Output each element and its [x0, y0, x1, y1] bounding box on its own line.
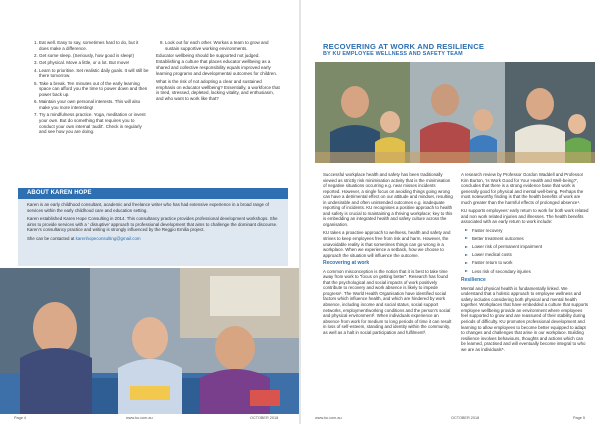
footer-date: OCTOBER 2018 — [250, 416, 279, 420]
about-paragraph: Karen established Karen Hope Consulting in 2014. This consultancy practice provides professional development workshops. She aims to provide services with a ‘ disruptive’ approach to professional development that aims to challenge the dominant discourse. Karen’s consultancy practice and writing is strongly influenced by the Reggio Emilia project. — [27, 216, 278, 233]
about-author-body — [27, 202, 282, 245]
list-item: 4. Learn to prioritise. Set realistic daily goals. It will still be there tomorrow. — [39, 68, 149, 79]
body-paragraph: Mental and physical health is fundamentally linked. We understand that a holistic approach to employee wellness and safety includes considering both physical and mental health together. Workplaces that have embedded a culture that supports employee wellbeing provide an environment where employees feel supported to grow and are reassured of their stability during periods of difficulty. KU promotes professional development and learning to allow employees to become better equipped to adapt to changes and challenges that arise in our workplace. Building resilience involves behaviours, thoughts and actions which can be learned, practised and will eventually become integral to who we are as individuals⁵. — [461, 285, 589, 352]
article-byline: BY KU EMPLOYEE WELLNESS AND SAFETY TEAM — [323, 51, 463, 57]
body-paragraph: KU takes a proactive approach to wellness, health and safety and strives to keep employees free from risk and harm. However, the unavoidable reality is that sometimes things can go wrong in a workplace. When we experience a setback, how we choose to approach the situation will influence the outcome. — [323, 230, 451, 258]
list-item: Better treatment outcomes — [465, 236, 589, 242]
tips-list-continued — [156, 40, 280, 51]
page-left — [0, 0, 299, 424]
section-heading-recovering: Recovering at work — [323, 260, 370, 267]
body-paragraph: KU supports employees’ early return to work for both work related and non work related injuries and illnesses. The health benefits associated with an early return to work include: — [461, 208, 589, 225]
list-item: 7. Try a mindfulness practice. Yoga, meditation or invent your own. But do something that requires you to conduct your own internal ‘audit’. Check in regularly and see how you are doing. — [39, 112, 149, 135]
footer-url[interactable]: www.ku.com.au — [315, 416, 342, 420]
footer-date: OCTOBER 2018 — [451, 416, 480, 420]
tips-list — [30, 40, 149, 135]
list-item: 5. Take a break. Ten minutes out of the early learning space can afford you the time to power down and then power back up. — [39, 81, 149, 98]
list-item: Lower risk of permanent impairment — [465, 244, 589, 250]
contact-prefix: She can be contacted at — [27, 235, 76, 241]
list-item: 1. Eat well. Easy to say, sometimes hard to do, but it does make a difference. — [39, 40, 149, 51]
footer-url[interactable]: www.ku.com.au — [126, 416, 153, 420]
tips-column-2 — [156, 40, 280, 104]
list-item: 2. Get some sleep. (Seriously, how good is sleep!) — [39, 53, 149, 59]
article-column-2 — [461, 172, 589, 355]
list-item: Lower medical costs — [465, 252, 589, 258]
article-title: RECOVERING AT WORK AND RESILIENCE — [323, 42, 485, 51]
body-paragraph: What is the risk of not adopting a clear and sustained emphasis on educator wellbeing? Essentially, a workforce that is tired, stressed, depleted, lacking vitality, and enthusiasm, and who want to work like that? — [156, 78, 280, 101]
section-heading-resilience: Resilience — [461, 277, 486, 284]
list-item: Faster recovery — [465, 228, 589, 234]
benefits-list — [465, 228, 589, 274]
about-paragraph: Karen is an early childhood consultant, academic and freelance writer who has had extensive experience in a broad range of services within the early childhood care and education setting. — [27, 202, 269, 213]
article-header — [315, 38, 595, 60]
footer-page-number: Page 4 — [14, 416, 27, 420]
contact-email-link[interactable]: karenhopeconsulting@gmail.com — [75, 235, 141, 241]
body-paragraph: Successful workplace health and safety has been traditionally viewed as strictly risk minimisation activity that is the minimisation of negative situations occurring e.g. near misses incidents reported. However, a single focus on avoiding things going wrong can have a detrimental effect on our attitude and mindset, resulting in undesirable and often unintended outcomes e.g. inadequate reporting of incidents. KU recognises a positive approach to health and safety is crucial to maintaining a thriving workplace; key to this is embedding an integrated health and safety culture across the organisation. — [323, 172, 453, 227]
educators-collage-photo — [315, 62, 595, 163]
body-paragraph: A research review by Professor Gordon Waddell and Professor Kim Burton, ‘Is Work Good for Your Health and Well-being?’, concludes that there is a strong evidence base that work is generally good for physical and mental well-being. Perhaps the most noteworthy finding is that the health benefits of work are much greater than the harmful effects of prolonged absence⁴. — [461, 172, 584, 205]
footer-page-number: Page 5 — [573, 416, 586, 420]
photo-illustration — [315, 62, 595, 163]
list-item: Less risk of secondary injuries — [465, 269, 589, 275]
tips-column-1 — [30, 40, 149, 137]
body-paragraph: A common misconception is the notion that it is best to take time away from work to “focus on getting better”. Research has found that the psychological and social impacts of work positively contribute to recovery and work absence is likely to impede progress¹. The World Health Organisation have identified social factors which influence health, and which are hindered by work absence, including income and social status, social support networks, employment/working conditions and the person’s social and physical environment². When individuals experience an absence from work for medium to long periods of time it can result in loss of self-esteem, standing and identity within the community, as well as a halt in social participation and fulfilment³. — [323, 268, 452, 335]
about-author-heading: ABOUT KAREN HOPE — [18, 188, 288, 199]
body-paragraph: Educator wellbeing should be supported not judged. Establishing a culture that places educator wellbeing as a shared and collective responsibility equals improved early learning programs and developmental outcomes for children. — [156, 53, 278, 76]
list-item: Faster return to work — [465, 260, 589, 266]
article-column-1 — [323, 172, 453, 338]
page-right — [301, 0, 600, 424]
about-author-box — [18, 188, 288, 266]
list-item: 8. Look out for each other. Workas a team to grow and sustain supportive working environments. — [165, 40, 280, 51]
list-item: 3. Get physical. Move a little, or a lot. But move! — [39, 60, 149, 66]
list-item: 6. Maintain your own personal interests. This will also make you more interesting! — [39, 99, 149, 110]
children-playing-photo — [0, 268, 299, 414]
photo-illustration — [0, 268, 299, 414]
contact-line — [27, 236, 282, 242]
